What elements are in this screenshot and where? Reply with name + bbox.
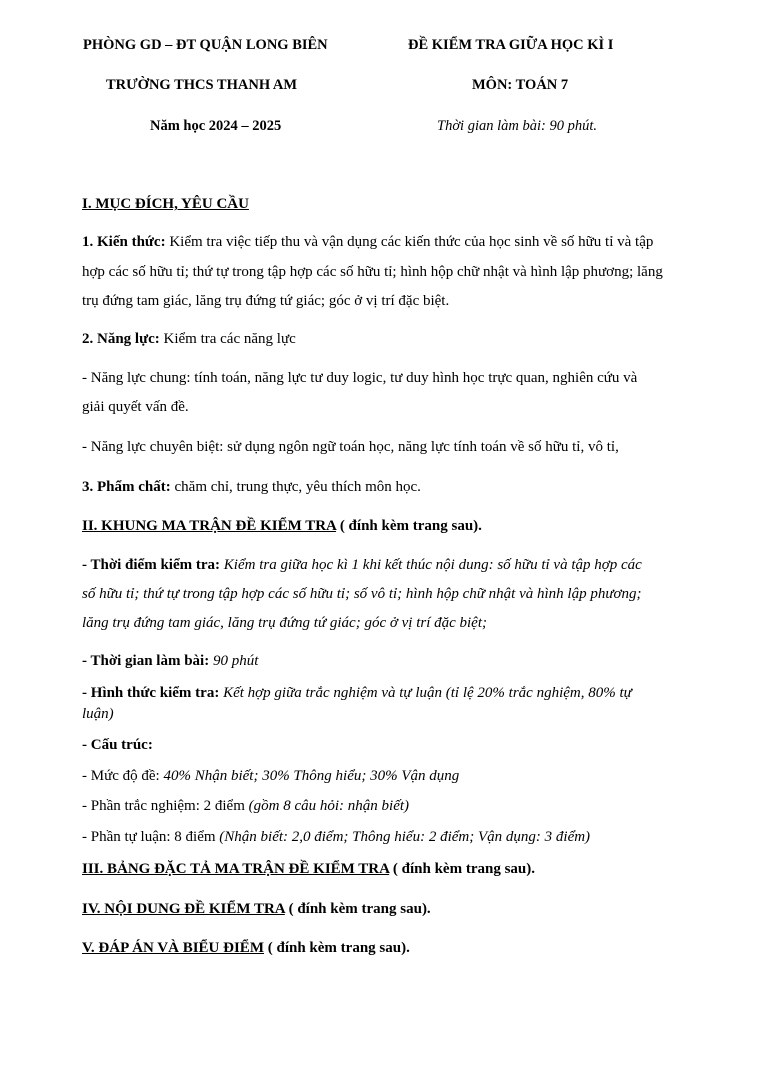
specific-ability-line: - Năng lực chuyên biệt: sử dụng ngôn ngữ toán học, năng lực tính toán về số hữu tỉ, vô tỉ, [82,439,619,455]
time-point-line-3: lăng trụ đứng tam giác, lăng trụ đứng tứ giác; góc ở vị trí đặc biệt; [82,615,488,631]
exam-duration: Thời gian làm bài: 90 phút. [437,118,597,134]
section-4-title [82,901,431,918]
section-5-title [82,940,410,957]
school-year: Năm học 2024 – 2025 [150,118,282,134]
quality-line [82,479,421,496]
time-point-text-1: Kiểm tra giữa học kì 1 khi kết thúc nội dung: số hữu tỉ và tập hợp các [220,557,642,573]
department-name: PHÒNG GD – ĐT QUẬN LONG BIÊN [83,37,328,53]
ability-label: 2. Năng lực: [82,331,160,347]
quality-label: 3. Phẩm chất: [82,479,171,495]
duration-label: - Thời gian làm bài: [82,653,210,669]
general-ability-line-2: giải quyết vấn đề. [82,399,189,415]
format-line-2: luận) [82,706,114,722]
exam-title: ĐỀ KIỂM TRA GIỮA HỌC KÌ I [408,37,614,53]
mc-value: (gồm 8 câu hỏi: nhận biết) [248,798,410,814]
format-line-1 [82,685,632,702]
section-4-heading: IV. NỘI DUNG ĐỀ KIỂM TRA [82,901,285,917]
level-value: 40% Nhận biết; 30% Thông hiểu; 30% Vận dụng [163,768,460,784]
level-label: - Mức độ đề: [82,768,164,784]
time-point-line-2: số hữu tỉ; thứ tự trong tập hợp các số hữu tỉ; số vô tỉ; hình hộp chữ nhật và hình lập phương; [82,586,642,602]
section-1-title [82,196,249,213]
ability-line [82,331,296,348]
knowledge-line-2: hợp các số hữu tỉ; thứ tự trong tập hợp các số hữu tỉ; hình hộp chữ nhật và hình lập phương; lăng [82,264,663,280]
section-2-heading: II. KHUNG MA TRẬN ĐỀ KIỂM TRA [82,518,337,534]
time-point-line-1 [82,557,642,574]
section-2-note: ( đính kèm trang sau). [336,518,482,534]
structure-label: - Cấu trúc: [82,737,153,753]
knowledge-line-1 [82,234,653,251]
subject: MÔN: TOÁN 7 [472,77,569,93]
section-3-note: ( đính kèm trang sau). [389,861,535,877]
section-4-note: ( đính kèm trang sau). [284,901,431,917]
duration-line [82,653,258,670]
format-label: - Hình thức kiểm tra: [82,685,220,701]
format-text-1: Kết hợp giữa trắc nghiệm và tự luận (tỉ lệ 20% trắc nghiệm, 80% tự [219,685,632,701]
mc-label: - Phần trắc nghiệm: 2 điểm [82,798,249,814]
ability-text: Kiểm tra các năng lực [159,331,296,347]
level-line [82,768,459,785]
section-1-heading: I. MỤC ĐÍCH, YÊU CẦU [82,196,249,212]
knowledge-line-3: trụ đứng tam giác, lăng trụ đứng tứ giác; góc ở vị trí đặc biệt. [82,293,450,309]
school-name: TRƯỜNG THCS THANH AM [106,77,298,93]
knowledge-text-1: Kiểm tra việc tiếp thu và vận dụng các kiến thức của học sinh về số hữu tỉ và tập [165,234,654,250]
duration-value: 90 phút [209,653,259,669]
section-3-title [82,861,535,878]
general-ability-line-1: - Năng lực chung: tính toán, năng lực tư duy logic, tư duy hình học trực quan, nghiên cứu và [82,370,638,386]
mc-line [82,798,409,815]
essay-line [82,829,590,846]
section-2-title [82,518,482,535]
essay-label: - Phần tự luận: 8 điểm [82,829,220,845]
section-3-heading: III. BẢNG ĐẶC TẢ MA TRẬN ĐỀ KIỂM TRA [82,861,390,877]
section-5-heading: V. ĐÁP ÁN VÀ BIỂU ĐIỂM [82,940,264,956]
time-point-label: - Thời điểm kiểm tra: [82,557,221,573]
quality-text: chăm chỉ, trung thực, yêu thích môn học. [170,479,421,495]
section-5-note: ( đính kèm trang sau). [263,940,410,956]
knowledge-label: 1. Kiến thức: [82,234,166,250]
essay-value: (Nhận biết: 2,0 điểm; Thông hiểu: 2 điểm; Vận dụng: 3 điểm) [219,829,591,845]
